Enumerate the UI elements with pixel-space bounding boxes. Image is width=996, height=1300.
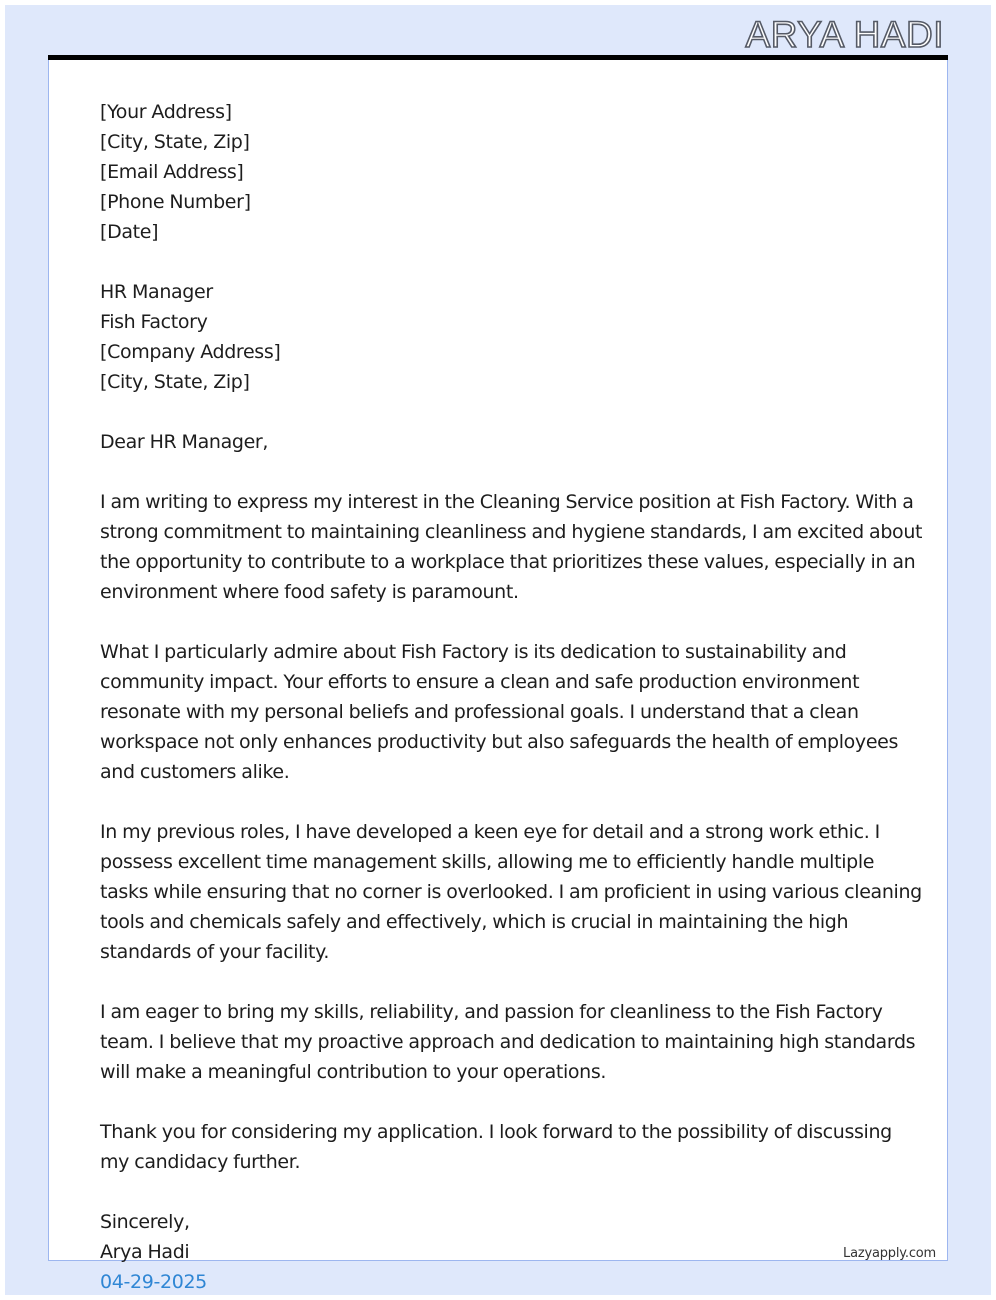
salutation: Dear HR Manager, (100, 431, 269, 453)
spacer (100, 1177, 900, 1207)
sign-off: Sincerely, (100, 1211, 190, 1233)
paragraph-line: standards of your facility. (100, 941, 330, 963)
body-paragraph-1 (100, 487, 923, 607)
spacer (100, 397, 900, 427)
sender-phone: [Phone Number] (100, 191, 251, 213)
sender-city-state-zip: [City, State, Zip] (100, 131, 250, 153)
closing-block (100, 1207, 900, 1297)
spacer (100, 457, 900, 487)
sender-email: [Email Address] (100, 161, 244, 183)
recipient-company: Fish Factory (100, 311, 208, 333)
paragraph-line: resonate with my personal beliefs and professional goals. I understand that a clean (100, 701, 859, 723)
paragraph-line: workspace not only enhances productivity but also safeguards the health of employees (100, 731, 899, 753)
spacer (100, 967, 900, 997)
recipient-block (100, 277, 900, 397)
paragraph-line: I am eager to bring my skills, reliability, and passion for cleanliness to the Fish Factory (100, 1001, 883, 1023)
sender-address: [Your Address] (100, 101, 232, 123)
recipient-title: HR Manager (100, 281, 213, 303)
spacer (100, 787, 900, 817)
paragraph-line: the opportunity to contribute to a workplace that prioritizes these values, especially in an (100, 551, 916, 573)
recipient-city-state-zip: [City, State, Zip] (100, 371, 250, 393)
spacer (100, 607, 900, 637)
paragraph-line: team. I believe that my proactive approach and dedication to maintaining high standards (100, 1031, 916, 1053)
paragraph-line: I am writing to express my interest in the Cleaning Service position at Fish Factory. With a (100, 491, 914, 513)
body-paragraph-5 (100, 1117, 900, 1177)
paragraph-line: What I particularly admire about Fish Factory is its dedication to sustainability and (100, 641, 847, 663)
recipient-address: [Company Address] (100, 341, 281, 363)
paragraph-line: and customers alike. (100, 761, 290, 783)
sender-block (100, 97, 900, 247)
body-paragraph-2 (100, 637, 900, 787)
paragraph-line: Thank you for considering my application. I look forward to the possibility of discussing (100, 1121, 892, 1143)
paragraph-line: tools and chemicals safely and effectively, which is crucial in maintaining the high (100, 911, 849, 933)
body-paragraph-4 (100, 997, 916, 1087)
header-name: ARYA HADI (745, 14, 944, 55)
watermark-text: Lazyapply.com (843, 1246, 936, 1261)
sender-date: [Date] (100, 221, 159, 243)
closing-date: 04-29-2025 (100, 1271, 207, 1293)
paragraph-line: strong commitment to maintaining cleanliness and hygiene standards, I am excited about (100, 521, 923, 543)
paragraph-line: environment where food safety is paramount. (100, 581, 519, 603)
paragraph-line: In my previous roles, I have developed a keen eye for detail and a strong work ethic. I (100, 821, 880, 843)
paragraph-line: community impact. Your efforts to ensure a clean and safe production environment (100, 671, 860, 693)
paragraph-line: tasks while ensuring that no corner is overlooked. I am proficient in using various cleaning (100, 881, 922, 903)
signature-name: Arya Hadi (100, 1241, 190, 1263)
spacer (100, 1087, 900, 1117)
spacer (100, 247, 900, 277)
cover-letter-body (100, 97, 923, 1297)
paragraph-line: will make a meaningful contribution to your operations. (100, 1061, 607, 1083)
body-paragraph-3 (100, 817, 922, 967)
paragraph-line: my candidacy further. (100, 1151, 301, 1173)
paragraph-line: possess excellent time management skills, allowing me to efficiently handle multiple (100, 851, 875, 873)
